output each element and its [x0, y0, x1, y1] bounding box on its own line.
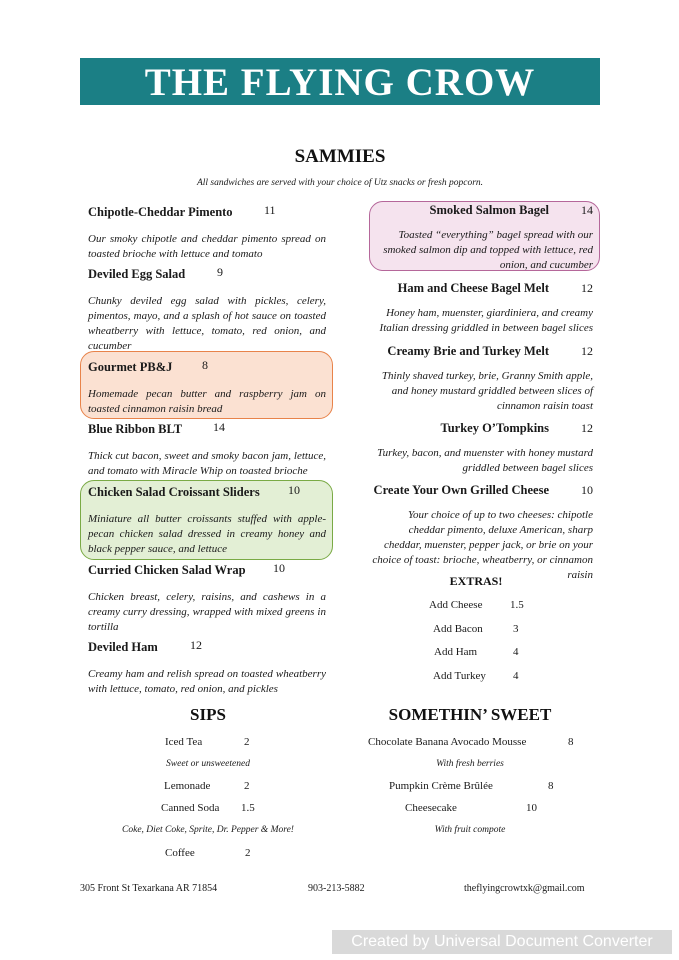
item-name: Deviled Egg Salad — [88, 267, 186, 281]
item-description: Chicken breast, celery, raisins, and cashews in a creamy curry dressing, wrapped with mixed greens in tortilla — [88, 591, 326, 633]
menu-item — [88, 483, 326, 557]
drink-note: Coke, Diet Coke, Sprite, Dr. Pepper & More! — [122, 825, 294, 835]
footer-email[interactable]: theflyingcrowtxk@gmail.com — [464, 883, 585, 894]
item-name: Smoked Salmon Bagel — [429, 203, 549, 217]
menu-item — [372, 344, 593, 414]
item-description: Honey ham, muenster, giardiniera, and creamy Italian dressing griddled in between bagel slices — [379, 307, 593, 334]
item-price: 9 — [217, 265, 223, 279]
menu-item — [372, 421, 593, 476]
dessert-note: With fresh berries — [436, 759, 504, 769]
item-price: 11 — [264, 203, 276, 217]
item-description: Toasted “everything” bagel spread with our smoked salmon dip and topped with lettuce, red onion, and cucumber — [383, 229, 593, 271]
dessert-item — [389, 780, 554, 792]
dessert-note: With fruit compote — [434, 825, 506, 835]
item-price: 12 — [581, 344, 593, 358]
footer-address: 305 Front St Texarkana AR 71854 — [80, 883, 218, 894]
menu-item — [372, 281, 593, 336]
item-name: Deviled Ham — [88, 640, 158, 654]
item-description: Your choice of up to two cheeses: chipotle cheddar pimento, deluxe American, sharp cheddar, muenster, pepper jack, or brie on your choice of toast: brioche, wheatberry, or cinnamon raisin — [372, 509, 593, 581]
extra-item — [434, 646, 519, 658]
item-price: 12 — [190, 638, 202, 652]
menu-item — [370, 483, 593, 583]
item-name: Chipotle-Cheddar Pimento — [88, 205, 233, 219]
item-name: Blue Ribbon BLT — [88, 422, 183, 436]
drink-item — [165, 847, 251, 859]
extra-name: Add Turkey — [433, 670, 486, 682]
item-description: Chunky deviled egg salad with pickles, celery, pimentos, mayo, and a splash of hot sauce on toasted wheatberry with lettuce, tomato, red onion, and cucumber — [88, 295, 326, 352]
menu-item — [88, 420, 326, 479]
item-price: 10 — [581, 483, 593, 497]
menu-item — [88, 561, 326, 635]
extra-name: Add Ham — [434, 646, 478, 658]
sips-heading: SIPS — [190, 705, 226, 724]
item-description: Our smoky chipotle and cheddar pimento spread on toasted brioche with lettuce and tomato — [88, 233, 326, 260]
item-name: Create Your Own Grilled Cheese — [373, 483, 549, 497]
drink-item — [161, 802, 255, 814]
extra-item — [433, 623, 519, 635]
item-price: 14 — [213, 420, 225, 434]
extra-price: 4 — [513, 670, 519, 682]
item-description: Turkey, bacon, and muenster with honey mustard griddled between bagel slices — [377, 447, 593, 474]
restaurant-title: THE FLYING CROW — [144, 61, 536, 104]
menu-item — [88, 203, 326, 262]
extra-price: 4 — [513, 646, 519, 658]
drink-name: Lemonade — [164, 780, 211, 792]
drink-price: 1.5 — [241, 802, 255, 814]
item-price: 10 — [273, 561, 285, 575]
menu-item — [88, 638, 326, 697]
drink-item — [164, 780, 250, 792]
menu-item — [88, 265, 326, 354]
drink-price: 2 — [244, 736, 250, 748]
item-description: Creamy ham and relish spread on toasted wheatberry with lettuce, tomato, red onion, and pickles — [88, 668, 326, 695]
item-name: Ham and Cheese Bagel Melt — [397, 281, 549, 295]
drink-price: 2 — [244, 780, 250, 792]
item-description: Thinly shaved turkey, brie, Granny Smith apple, and honey mustard griddled between slices of cinnamon raisin toast — [381, 370, 593, 412]
item-price: 10 — [288, 483, 300, 497]
item-name: Turkey O’Tompkins — [440, 421, 549, 435]
item-description: Miniature all butter croissants stuffed with apple-pecan chicken salad dressed in creamy honey and black pepper sauce, and lettuce — [88, 513, 326, 555]
sammies-heading: SAMMIES — [294, 146, 386, 167]
item-price: 8 — [202, 358, 208, 372]
drink-price: 2 — [245, 847, 251, 859]
dessert-name: Pumpkin Crème Brûlée — [389, 780, 493, 792]
extra-price: 3 — [513, 623, 519, 635]
extra-item — [429, 599, 524, 611]
extra-name: Add Bacon — [433, 623, 483, 635]
drink-name: Iced Tea — [165, 736, 203, 748]
converter-watermark: Created by Universal Document Converter — [332, 930, 672, 954]
sammies-note: All sandwiches are served with your choice of Utz snacks or fresh popcorn. — [196, 178, 484, 188]
item-name: Chicken Salad Croissant Sliders — [88, 485, 260, 499]
sweet-heading: SOMETHIN’ SWEET — [388, 705, 552, 724]
dessert-item — [405, 802, 537, 814]
drink-name: Coffee — [165, 847, 195, 859]
item-description: Homemade pecan butter and raspberry jam on toasted cinnamon raisin bread — [88, 388, 326, 415]
dessert-item — [368, 736, 574, 748]
item-price: 14 — [581, 203, 593, 217]
extra-price: 1.5 — [510, 599, 524, 611]
drink-note: Sweet or unsweetened — [166, 759, 250, 769]
dessert-name: Chocolate Banana Avocado Mousse — [368, 736, 527, 748]
item-description: Thick cut bacon, sweet and smoky bacon jam, lettuce, and tomato with Miracle Whip on toasted brioche — [88, 450, 326, 477]
extras-heading: EXTRAS! — [449, 574, 503, 588]
item-name: Creamy Brie and Turkey Melt — [387, 344, 549, 358]
dessert-name: Cheesecake — [405, 802, 457, 814]
dessert-price: 8 — [548, 780, 554, 792]
footer-phone: 903-213-5882 — [308, 883, 365, 894]
extra-name: Add Cheese — [429, 599, 483, 611]
item-price: 12 — [581, 421, 593, 435]
item-name: Curried Chicken Salad Wrap — [88, 563, 246, 577]
extra-item — [433, 670, 519, 682]
dessert-price: 8 — [568, 736, 574, 748]
drink-name: Canned Soda — [161, 802, 220, 814]
dessert-price: 10 — [526, 802, 537, 814]
drink-item — [165, 736, 250, 748]
restaurant-title-banner — [80, 58, 600, 105]
menu-item — [372, 203, 593, 273]
menu-item — [88, 358, 326, 417]
item-price: 12 — [581, 281, 593, 295]
item-name: Gourmet PB&J — [88, 360, 173, 374]
